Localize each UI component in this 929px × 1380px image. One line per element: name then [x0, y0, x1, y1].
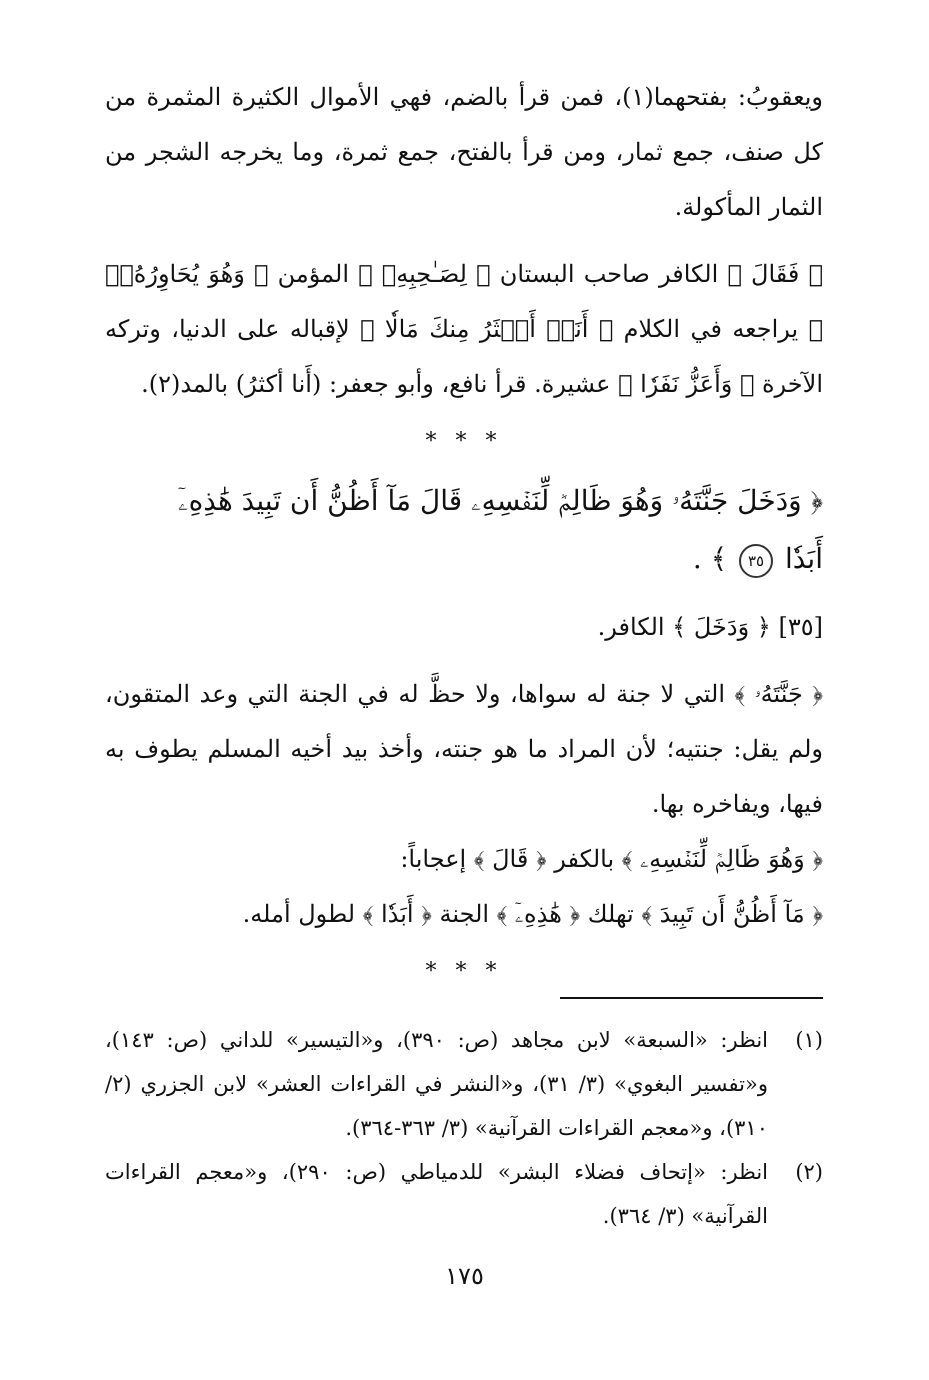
footnote-text: انظر: «إتحاف فضلاء البشر» للدمياطي (ص: ٢٩٠)، و«معجم القراءات القرآنية» (٣/ ٣٦٤). — [105, 1160, 768, 1228]
ayah-number-marker: ٣٥ — [739, 544, 773, 578]
commentary-1: [٣٥] ﴿ وَدَخَلَ ﴾ الكافر. — [597, 613, 823, 641]
page-number: ١٧٥ — [445, 1262, 484, 1290]
footnote-divider — [560, 997, 823, 999]
section-separator-end: * * * — [425, 959, 503, 984]
commentary-2: ﴿ جَنَّتَهُۥ ﴾ التي لا جنة له سواها، ولا حظَّ له في الجنة التي وعد المتقون، ولم يقل: جنتيه؛ لأن المراد ما هو جنته، وأخذ بيد أخيه المسلم يطوف به فيها، ويفاخره بها. — [105, 680, 823, 818]
footnote-text: انظر: «السبعة» لابن مجاهد (ص: ٣٩٠)، و«التيسير» للداني (ص: ١٤٣)، و«تفسير البغوي» (٣/ ٣١)، و«النشر في القراءات العشر» لابن الجزري (٢/ ٣١٠)، و«معجم القراءات القرآنية» (٣/ ٣٦٣-٣٦٤). — [105, 1028, 768, 1140]
verse-closing: ﴾ . — [692, 542, 728, 575]
footnote-number: (١) — [795, 1028, 823, 1052]
footnote-2 — [105, 1150, 823, 1238]
paragraph-2: ﴿ فَقَالَ ﴾ الكافر صاحب البستان ﴿ لِصَـٰحِبِهِۦ ﴾ المؤمن ﴿ وَهُوَ يُحَاوِرُهُۥٓ ﴾ يراجعه في الكلام ﴿ أَنَا۠ أَكۡثَرُ مِنكَ مَالٗا ﴾ لإقباله على الدنيا، وتركه الآخرة ﴿ وَأَعَزُّ نَفَرٗا ﴾ عشيرة. قرأ نافع، وأبو جعفر: (أَنا أكثرُ) بالمد(٢). — [105, 260, 823, 398]
verse-line-1: ﴿ وَدَخَلَ جَنَّتَهُۥ وَهُوَ ظَالِمٞ لِّنَفۡسِهِۦ قَالَ مَآ أَظُنُّ أَن تَبِيدَ هَٰذِهِۦٓ — [177, 484, 823, 517]
verse-end-word: أَبَدٗا — [784, 542, 823, 575]
footnotes — [105, 1018, 823, 1238]
quran-verse — [105, 472, 823, 588]
commentary-3: ﴿ وَهُوَ ظَالِمٞ لِّنَفۡسِهِۦ ﴾ بالكفر ﴿ قَالَ ﴾ إعجاباً: — [400, 845, 823, 873]
paragraph-1: ويعقوبُ: بفتحهما(١)، فمن قرأ بالضم، فهي الأموال الكثيرة المثمرة من كل صنف، جمع ثمار، ومن قرأ بالفتح، جمع ثمرة، وما يخرجه الشجر من الثمار المأكولة. — [105, 83, 823, 221]
page-body — [105, 70, 823, 1002]
verse-line-2 — [105, 530, 823, 588]
footnote-1 — [105, 1018, 823, 1150]
commentary-4: ﴿ مَآ أَظُنُّ أَن تَبِيدَ ﴾ تهلك ﴿ هَٰذِهِۦٓ ﴾ الجنة ﴿ أَبَدٗا ﴾ لطول أمله. — [242, 900, 823, 928]
section-separator: * * * — [425, 429, 503, 454]
footnote-number: (٢) — [795, 1160, 823, 1184]
